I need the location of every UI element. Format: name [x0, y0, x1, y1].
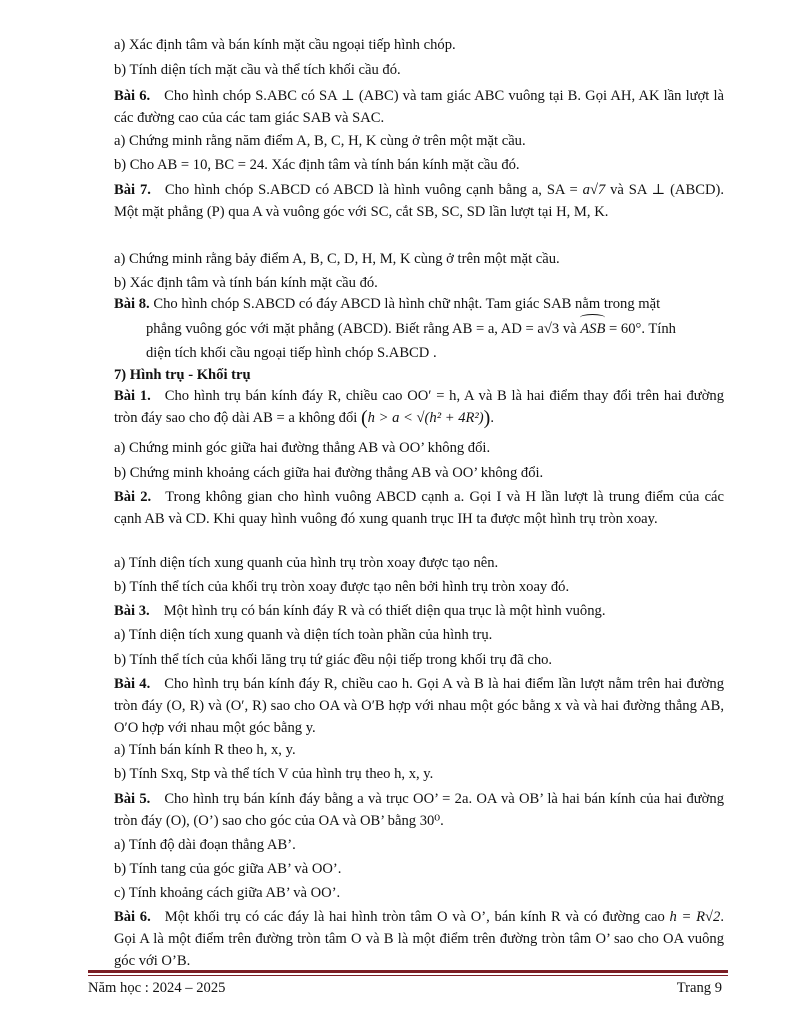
problem-8	[114, 293, 724, 315]
footer-school-year: Năm học : 2024 – 2025	[88, 980, 226, 996]
cylinder-problem-3	[114, 600, 724, 622]
question-3b: b) Tính thể tích của khối lăng trụ tứ giác đều nội tiếp trong khối trụ đã cho.	[114, 652, 553, 668]
problem-label: Bài 8.	[114, 296, 150, 312]
problem-text: = 60°. Tính	[605, 321, 676, 337]
cylinder-problem-5	[114, 788, 724, 832]
footer-divider-thin	[88, 975, 728, 976]
problem-text: Cho hình chóp S.ABCD có ABCD là hình vuông cạnh bằng a, SA =	[164, 182, 583, 198]
math-expression: a√7	[582, 182, 606, 198]
problem-label: Bài 1.	[114, 388, 151, 404]
problem-text: Trong không gian cho hình vuông ABCD cạnh a. Gọi I và H lần lượt là trung điểm của các cạnh AB và CD. Khi quay hình vuông đó xung quanh trục IH ta được một hình trụ tròn xoay.	[114, 489, 725, 527]
question-1b: b) Chứng minh khoảng cách giữa hai đường thẳng AB và OO’ không đổi.	[114, 465, 544, 481]
math-expression: h = R√2	[669, 909, 721, 925]
problem-6	[114, 85, 724, 129]
cylinder-problem-6	[114, 906, 724, 972]
problem-label: Bài 7.	[114, 182, 151, 198]
angle-notation: ASB	[580, 318, 605, 340]
section-heading: 7) Hình trụ - Khối trụ	[114, 367, 251, 383]
problem-label: Bài 6.	[114, 909, 151, 925]
problem-8-line2	[146, 318, 724, 340]
question-6b: b) Cho AB = 10, BC = 24. Xác định tâm và tính bán kính mặt cầu đó.	[114, 157, 520, 173]
problem-text-cont: và SA ⊥ (ABCD). Một mặt phẳng (P) qua A và vuông góc với SC, cắt SB, SC, SD lần lượt tại H, M, K.	[114, 182, 724, 220]
problem-8-line3: diện tích khối cầu ngoại tiếp hình chóp S.ABCD .	[146, 345, 437, 361]
question-6a: a) Chứng minh rằng năm điểm A, B, C, H, K cùng ở trên một mặt cầu.	[114, 133, 526, 149]
problem-label: Bài 2.	[114, 489, 152, 505]
question-1a: a) Chứng minh góc giữa hai đường thẳng AB và OO’ không đổi.	[114, 440, 491, 456]
footer-page-number: Trang 9	[676, 980, 722, 996]
question-5b-cyl: b) Tính tang của góc giữa AB’ và OO’.	[114, 861, 342, 877]
question-3a: a) Tính diện tích xung quanh và diện tích toàn phần của hình trụ.	[114, 627, 493, 643]
problem-7	[114, 179, 724, 223]
problem-text-cont: . Gọi A là một điểm trên đường tròn tâm O và B là một điểm trên đường tròn tâm O’ sao cho OA vuông góc với O’B.	[114, 909, 724, 969]
problem-text: Một khối trụ có các đáy là hai hình tròn tâm O và O’, bán kính R và có đường cao	[164, 909, 670, 925]
problem-text: phẳng vuông góc với mặt phẳng (ABCD). Biết rằng AB = a, AD = a√3 và	[146, 321, 581, 337]
question-7b: b) Xác định tâm và tính bán kính mặt cầu đó.	[114, 275, 378, 291]
problem-label: Bài 3.	[114, 603, 150, 619]
problem-text: Cho hình trụ bán kính đáy bằng a và trục OO’ = 2a. OA và OB’ là hai bán kính của hai đường tròn đáy (O), (O’) sao cho góc của OA và OB’ bằng 30⁰.	[114, 791, 724, 829]
problem-text: Cho hình chóp S.ABC có SA ⊥ (ABC) và tam giác ABC vuông tại B. Gọi AH, AK lần lượt là các đường cao của các tam giác SAB và SAC.	[114, 88, 724, 126]
problem-text: Cho hình trụ bán kính đáy R, chiều cao h. Gọi A và B là hai điểm lần lượt nằm trên hai đường tròn đáy (O, R) và (O′, R) sao cho OA và O′B hợp với nhau một góc bằng x và và hai đường thẳng AB, O′O hợp với nhau một góc bằng y.	[114, 676, 724, 736]
problem-label: Bài 5.	[114, 791, 151, 807]
question-5b: b) Tính diện tích mặt cầu và thể tích khối cầu đó.	[114, 62, 401, 78]
cylinder-problem-4	[114, 673, 724, 739]
question-5a: a) Xác định tâm và bán kính mặt cầu ngoại tiếp hình chóp.	[114, 37, 456, 53]
question-2b: b) Tính thể tích của khối trụ tròn xoay được tạo nên bởi hình trụ tròn xoay đó.	[114, 579, 570, 595]
problem-label: Bài 4.	[114, 676, 151, 692]
problem-text: Cho hình chóp S.ABCD có đáy ABCD là hình chữ nhật. Tam giác SAB nằm trong mặt	[153, 296, 661, 312]
problem-text: Một hình trụ có bán kính đáy R và có thiết diện qua trục là một hình vuông.	[163, 603, 606, 619]
question-5c-cyl: c) Tính khoảng cách giữa AB’ và OO’.	[114, 885, 341, 901]
question-4b: b) Tính Sxq, Stp và thể tích V của hình trụ theo h, x, y.	[114, 766, 434, 782]
question-2a: a) Tính diện tích xung quanh của hình trụ tròn xoay được tạo nên.	[114, 555, 499, 571]
cylinder-problem-1: Bài 1. Cho hình trụ bán kính đáy R, chiều cao OO′ = h, A và B là hai điểm thay đổi trên hai đường tròn đáy sao cho độ dài AB = a không đổi (h > a < √(h² + 4R²)).	[114, 388, 725, 429]
math-expression: h > a < √(h² + 4R²)	[367, 410, 484, 426]
question-4a: a) Tính bán kính R theo h, x, y.	[114, 742, 296, 758]
question-5a-cyl: a) Tính độ dài đoạn thẳng AB’.	[114, 837, 296, 853]
footer-divider	[88, 970, 728, 973]
problem-label: Bài 6.	[114, 88, 151, 104]
question-7a: a) Chứng minh rằng bảy điểm A, B, C, D, H, M, K cùng ở trên một mặt cầu.	[114, 251, 560, 267]
problem-text: Cho hình trụ bán kính đáy R, chiều cao OO′ = h, A và B là hai điểm thay đổi trên hai đường tròn đáy sao cho độ dài AB = a không đổi	[114, 388, 725, 426]
cylinder-problem-2	[114, 486, 724, 530]
